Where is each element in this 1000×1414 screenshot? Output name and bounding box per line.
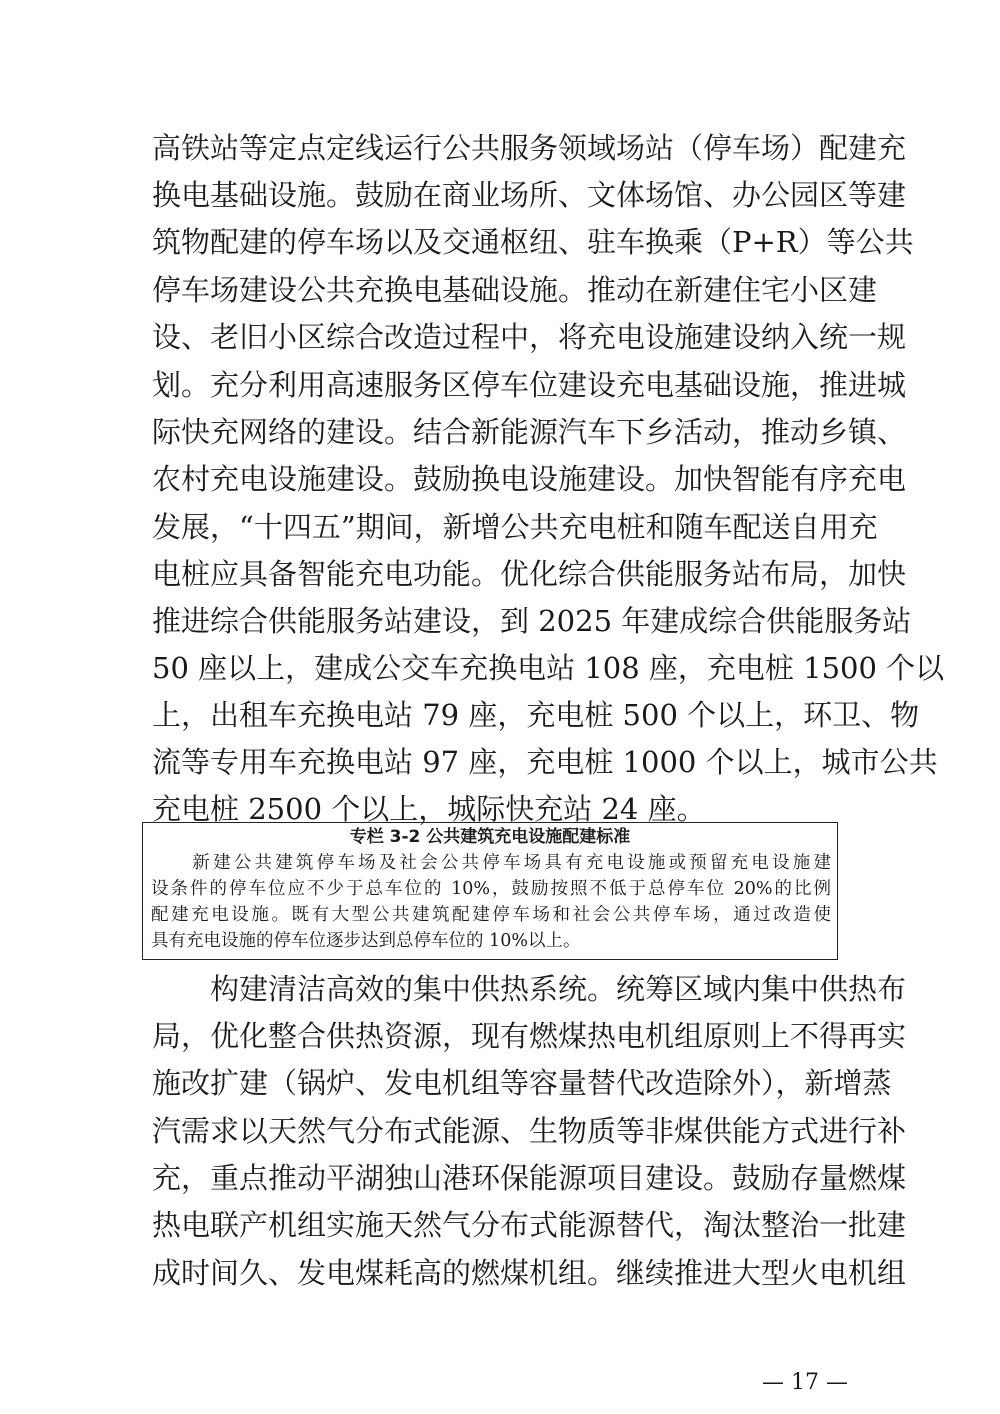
text-line: 停车场建设公共充换电基础设施。推动在新建住宅小区建 [152,273,878,307]
text-line: 划。充分利用高速服务区停车位建设充电基础设施，推进城 [152,368,907,402]
text-line: 推进综合供能服务站建设，到 2025 年建成综合供能服务站 [152,604,912,638]
page-number: — 17 — [762,1370,848,1395]
box-text-line: 新建公共建筑停车场及社会公共停车场具有充电设施或预留充电设施建 [151,853,831,873]
sidebar-box-column [142,822,838,960]
text-line: 充，重点推动平湖独山港环保能源项目建设。鼓励存量燃煤 [152,1161,907,1195]
text-line: 成时间久、发电煤耗高的燃煤机组。继续推进大型火电机组 [152,1256,907,1290]
box-text-line: 设条件的停车位应不少于总车位的 10%，鼓励按照不低于总停车位 20%的比例 [151,879,831,899]
text-line: 50 座以上，建成公交车充换电站 108 座，充电桩 1500 个以 [152,651,945,685]
text-line: 热电联产机组实施天然气分布式能源替代，淘汰整治一批建 [152,1208,907,1242]
box-text-line: 具有充电设施的停车位逐步达到总停车位的 10%以上。 [151,931,581,951]
box-title: 专栏 3-2 公共建筑充电设施配建标准 [349,827,631,847]
text-line: 农村充电设施建设。鼓励换电设施建设。加快智能有序充电 [152,462,907,496]
text-line: 发展，“十四五”期间，新增公共充电桩和随车配送自用充 [152,510,878,544]
text-line: 汽需求以天然气分布式能源、生物质等非煤供能方式进行补 [152,1114,907,1148]
text-line: 构建清洁高效的集中供热系统。统筹区域内集中供热布 [210,972,907,1006]
text-line: 筑物配建的停车场以及交通枢纽、驻车换乘（P+R）等公共 [152,225,914,259]
text-line: 局，优化整合供热资源，现有燃煤热电机组原则上不得再实 [152,1019,907,1053]
box-text-line: 配建充电设施。既有大型公共建筑配建停车场和社会公共停车场，通过改造使 [151,905,831,925]
text-line: 换电基础设施。鼓励在商业场所、文体场馆、办公园区等建 [152,178,907,212]
text-line: 施改扩建（锅炉、发电机组等容量替代改造除外），新增蒸 [152,1066,892,1100]
text-line: 流等专用车充换电站 97 座，充电桩 1000 个以上，城市公共 [152,745,938,779]
text-line: 设、老旧小区综合改造过程中，将充电设施建设纳入统一规 [152,320,907,354]
text-line: 电桩应具备智能充电功能。优化综合供能服务站布局，加快 [152,557,907,591]
text-line: 高铁站等定点定线运行公共服务领域场站（停车场）配建充 [152,131,907,165]
text-line: 际快充网络的建设。结合新能源汽车下乡活动，推动乡镇、 [152,415,907,449]
text-line: 上，出租车充换电站 79 座，充电桩 500 个以上，环卫、物 [152,698,920,732]
text-line: 充电桩 2500 个以上，城际快充站 24 座。 [152,792,706,826]
